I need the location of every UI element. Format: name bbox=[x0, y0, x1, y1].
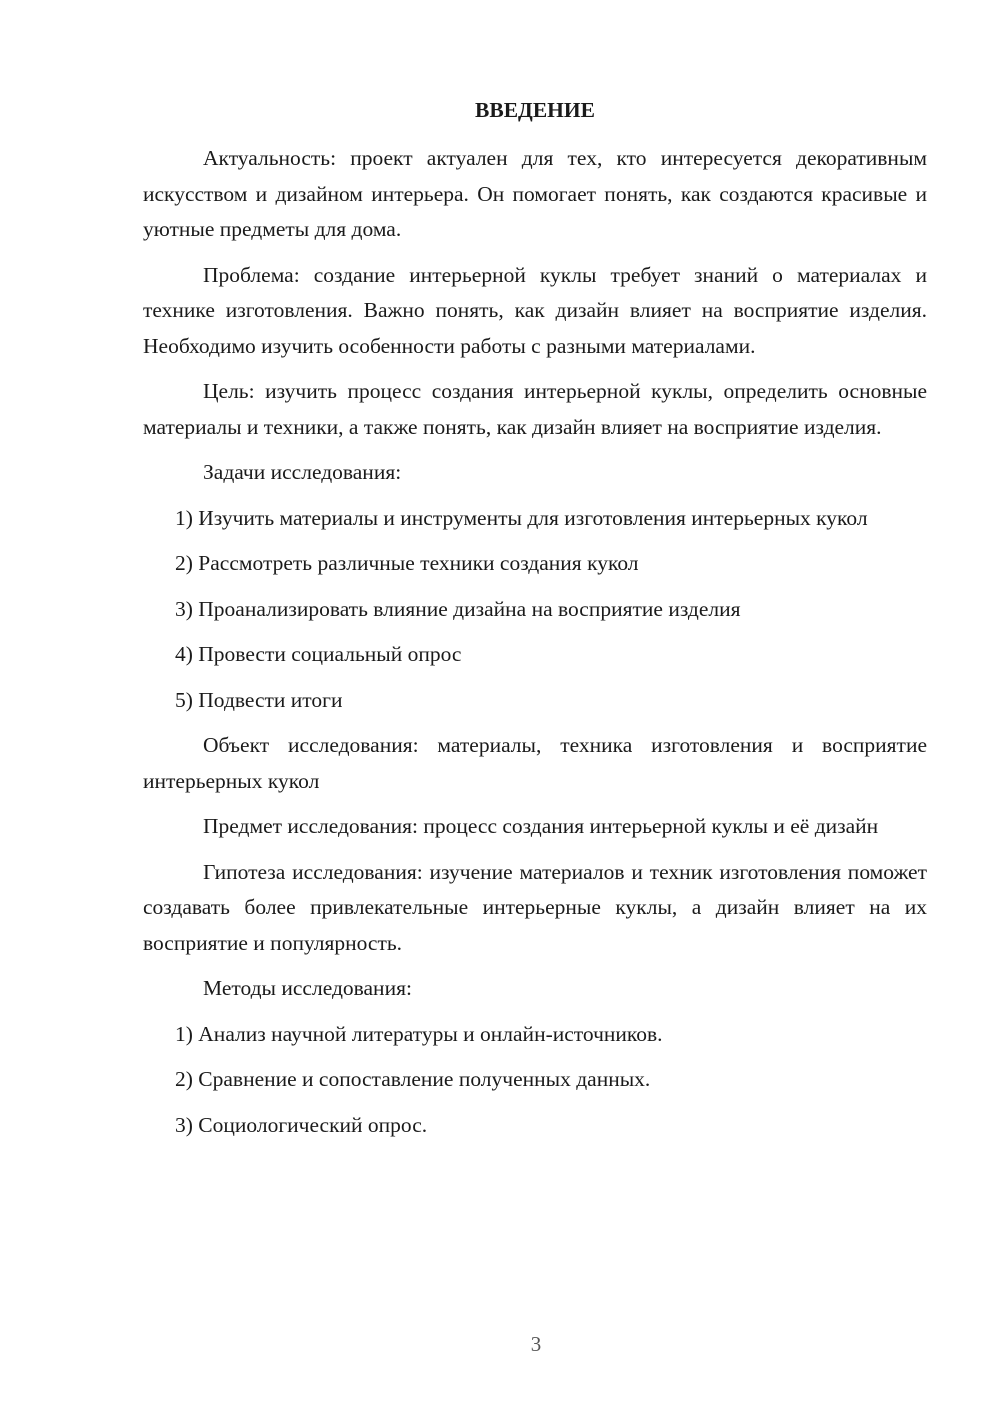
method-item: 3) Социологический опрос. bbox=[175, 1112, 428, 1137]
task-item: 1) Изучить материалы и инструменты для изготовления интерьерных кукол bbox=[175, 505, 868, 530]
tasks-heading: Задачи исследования: bbox=[203, 460, 402, 484]
task-item: 2) Рассмотреть различные техники создания кукол bbox=[175, 551, 639, 575]
task-item: 5) Подвести итоги bbox=[175, 687, 343, 712]
relevance-paragraph: Актуальность: проект актуален для тех, кто интересуется декоративным искусством и дизайном интерьера. Он помогает понять, как создаются красивые и уютные предметы для дома. bbox=[143, 146, 927, 241]
page-number: 3 bbox=[530, 1332, 542, 1356]
hypothesis-paragraph: Гипотеза исследования: изучение материалов и техник изготовления поможет создавать более привлекательные интерьерные куклы, а дизайн влияет на их восприятие и популярность. bbox=[143, 859, 927, 955]
subject-paragraph: Предмет исследования: процесс создания интерьерной куклы и её дизайн bbox=[203, 814, 879, 838]
methods-list bbox=[143, 1017, 927, 1144]
page-title: ВВЕДЕНИЕ bbox=[475, 98, 595, 122]
document-page bbox=[143, 93, 927, 1153]
task-item: 4) Провести социальный опрос bbox=[175, 642, 462, 666]
tasks-list bbox=[143, 501, 927, 719]
method-item: 1) Анализ научной литературы и онлайн-источников. bbox=[175, 1021, 663, 1046]
method-item: 2) Сравнение и сопоставление полученных данных. bbox=[175, 1067, 651, 1091]
goal-paragraph: Цель: изучить процесс создания интерьерной куклы, определить основные материалы и техники, а также понять, как дизайн влияет на восприятие изделия. bbox=[143, 379, 927, 439]
problem-paragraph: Проблема: создание интерьерной куклы требует знаний о материалах и технике изготовления. Важно понять, как дизайн влияет на восприятие изделия. Необходимо изучить особенности работы с разными материалами. bbox=[143, 262, 927, 358]
object-paragraph: Объект исследования: материалы, техника изготовления и восприятие интерьерных кукол bbox=[143, 733, 927, 793]
task-item: 3) Проанализировать влияние дизайна на восприятие изделия bbox=[175, 596, 741, 621]
methods-heading: Методы исследования: bbox=[203, 976, 412, 1000]
